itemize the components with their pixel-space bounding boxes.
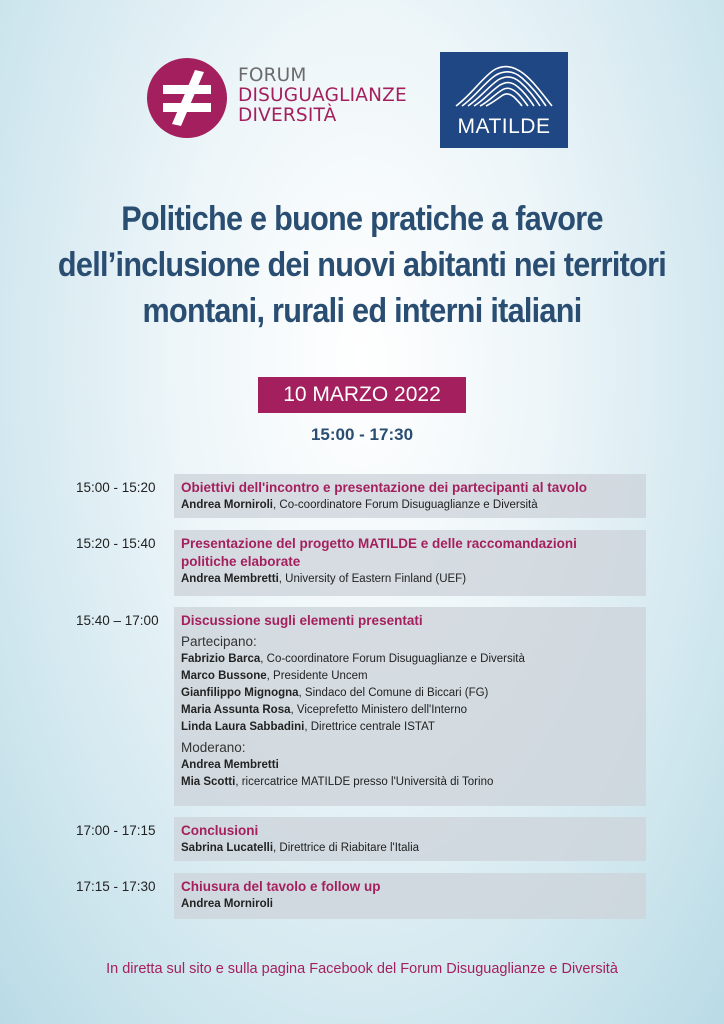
- participant-name: Maria Assunta Rosa: [181, 704, 291, 716]
- participant: [181, 719, 638, 736]
- speaker: [181, 571, 638, 588]
- moderators-label: Moderano:: [181, 740, 246, 755]
- moderator-name: Mia Scotti: [181, 776, 236, 788]
- page-title: [36, 196, 688, 334]
- agenda-box: [174, 530, 646, 596]
- agenda-title-line2: politiche elaborate: [181, 554, 301, 569]
- agenda-time: 15:00 - 15:20: [76, 480, 156, 495]
- speaker-role: , University of Eastern Finland (UEF): [278, 573, 467, 585]
- date-badge: 10 MARZO 2022: [258, 377, 466, 413]
- participant: [181, 702, 638, 719]
- participants-label: Partecipano:: [181, 634, 257, 649]
- participant-role: , Viceprefetto Ministero dell'Interno: [290, 704, 467, 716]
- agenda-title: Discussione sugli elementi presentati: [181, 613, 423, 628]
- agenda-title: Obiettivi dell'incontro e presentazione dei partecipanti al tavolo: [181, 480, 588, 495]
- agenda-time: 15:20 - 15:40: [76, 536, 156, 551]
- forum-logo-line3: DIVERSITÀ: [238, 105, 337, 126]
- participant: [181, 651, 638, 668]
- participant-name: Marco Bussone: [181, 670, 267, 682]
- mountain-lines-icon: [454, 60, 554, 110]
- agenda-box: [174, 607, 646, 806]
- participant-name: Linda Laura Sabbadini: [181, 721, 305, 733]
- agenda-box: [174, 873, 646, 919]
- speaker: [181, 497, 638, 514]
- logo-bar: [0, 52, 724, 148]
- matilde-logo: [440, 52, 568, 148]
- matilde-logo-label: MATILDE: [457, 115, 551, 138]
- footer-note: In diretta sul sito e sulla pagina Facebook del Forum Disuguaglianze e Diversità: [106, 961, 618, 977]
- speaker-name: Sabrina Lucatelli: [181, 842, 274, 854]
- participant: [181, 668, 638, 685]
- title-line-2: dell’inclusione dei nuovi abitanti nei territori: [57, 246, 667, 284]
- agenda-box: [174, 817, 646, 861]
- agenda-title-line1: Presentazione del progetto MATILDE e delle raccomandazioni: [181, 536, 577, 551]
- agenda-title: Chiusura del tavolo e follow up: [181, 879, 381, 894]
- agenda-time: 17:15 - 17:30: [76, 879, 156, 894]
- moderator-name: Andrea Membretti: [181, 759, 279, 771]
- title-line-1: Politiche e buone pratiche a favore: [121, 200, 603, 238]
- speaker-role: , Direttrice di Riabitare l'Italia: [273, 842, 420, 854]
- title-line-3: montani, rurali ed interni italiani: [142, 292, 582, 330]
- participant-role: , Sindaco del Comune di Biccari (FG): [298, 687, 489, 699]
- participant-role: , Presidente Uncem: [266, 670, 368, 682]
- moderator: [181, 757, 638, 774]
- agenda-box: [174, 474, 646, 518]
- forum-logo-icon: [147, 58, 227, 138]
- speaker-name: Andrea Morniroli: [181, 499, 274, 511]
- speaker-name: Andrea Morniroli: [181, 898, 274, 910]
- speaker: [181, 896, 638, 913]
- participant: [181, 685, 638, 702]
- forum-logo-text: [238, 66, 407, 126]
- moderator: [181, 774, 638, 791]
- speaker-name: Andrea Membretti: [181, 573, 279, 585]
- forum-logo-line1: FORUM: [238, 65, 307, 86]
- speaker-role: , Co-coordinatore Forum Disuguaglianze e Diversità: [273, 499, 538, 511]
- event-time: 15:00 - 17:30: [310, 425, 414, 444]
- forum-logo-line2: DISUGUAGLIANZE: [238, 85, 407, 106]
- agenda-title: Conclusioni: [181, 823, 259, 838]
- participant-role: , Direttrice centrale ISTAT: [304, 721, 435, 733]
- moderator-role: , ricercatrice MATILDE presso l'Università di Torino: [235, 776, 494, 788]
- agenda-time: 15:40 – 17:00: [76, 613, 159, 628]
- participant-role: , Co-coordinatore Forum Disuguaglianze e Diversità: [260, 653, 525, 665]
- participant-name: Fabrizio Barca: [181, 653, 261, 665]
- agenda-time: 17:00 - 17:15: [76, 823, 156, 838]
- participant-name: Gianfilippo Mignogna: [181, 687, 299, 699]
- speaker: [181, 840, 638, 857]
